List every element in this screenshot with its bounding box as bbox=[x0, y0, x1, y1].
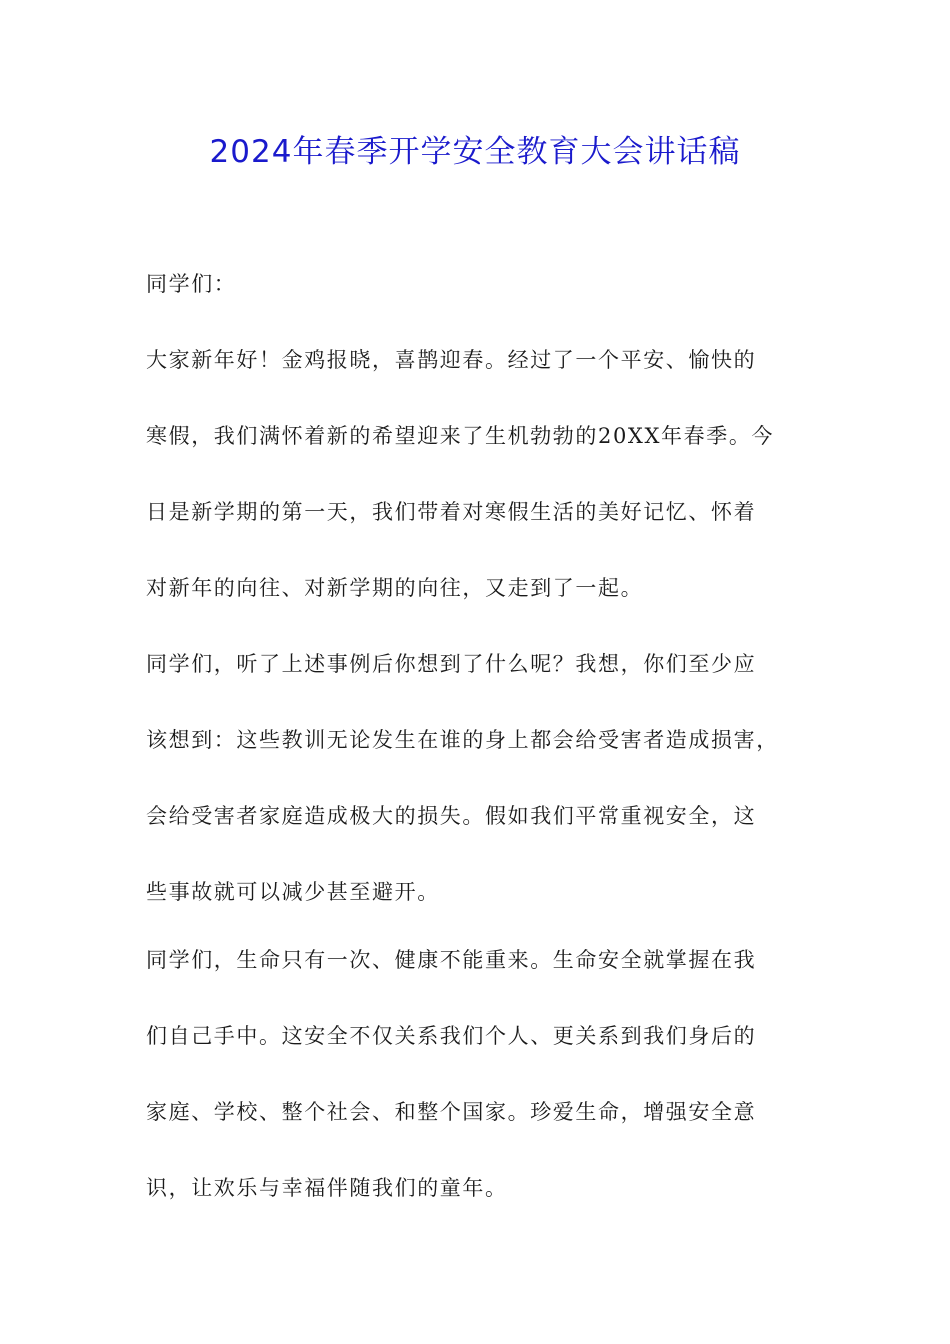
paragraph-line: 会给受害者家庭造成极大的损失。假如我们平常重视安全，这 bbox=[146, 804, 757, 828]
paragraph-line: 同学们，听了上述事例后你想到了什么呢？我想，你们至少应 bbox=[146, 652, 757, 676]
document-title: 2024年春季开学安全教育大会讲话稿 bbox=[209, 134, 741, 170]
paragraph-line: 同学们，生命只有一次、健康不能重来。生命安全就掌握在我 bbox=[146, 948, 757, 972]
salutation-line: 同学们： bbox=[146, 272, 237, 296]
paragraph-line: 寒假，我们满怀着新的希望迎来了生机勃勃的20XX年春季。今 bbox=[146, 424, 775, 448]
paragraph-line: 们自己手中。这安全不仅关系我们个人、更关系到我们身后的 bbox=[146, 1024, 757, 1048]
paragraph-line: 日是新学期的第一天，我们带着对寒假生活的美好记忆、怀着 bbox=[146, 500, 757, 524]
paragraph-line: 对新年的向往、对新学期的向往，又走到了一起。 bbox=[146, 576, 644, 600]
paragraph-line: 大家新年好！金鸡报晓，喜鹊迎春。经过了一个平安、愉快的 bbox=[146, 348, 757, 372]
paragraph-line: 该想到：这些教训无论发生在谁的身上都会给受害者造成损害， bbox=[146, 728, 779, 752]
paragraph-line: 家庭、学校、整个社会、和整个国家。珍爱生命，增强安全意 bbox=[146, 1100, 757, 1124]
paragraph-line: 些事故就可以减少甚至避开。 bbox=[146, 880, 440, 904]
paragraph-line: 识，让欢乐与幸福伴随我们的童年。 bbox=[146, 1176, 508, 1200]
